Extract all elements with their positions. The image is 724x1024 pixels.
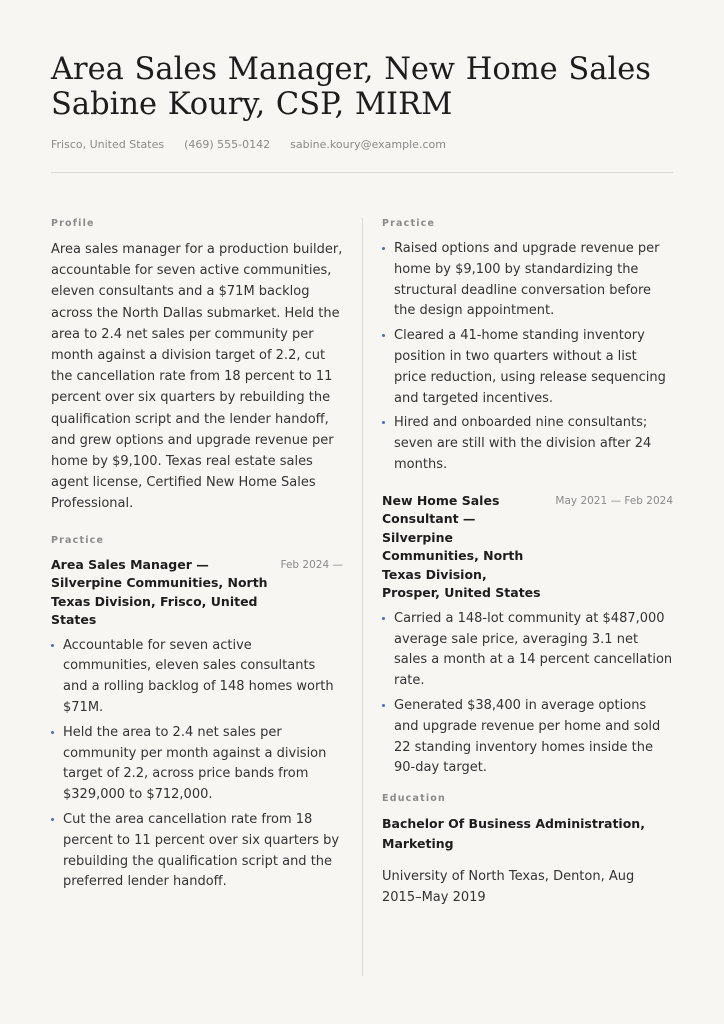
bullet-dot-icon [382,704,385,707]
profile-section [51,218,343,515]
job-title: New Home Sales Consultant — Silverpine Communities, North Texas Division, Prosper, United States [382,492,541,601]
list-item: Hired and onboarded nine consultants; seven are still with the division after 24 months. [382,413,673,475]
bullet-dot-icon [51,644,54,647]
job-header [382,492,673,603]
contact-line [51,138,673,151]
job-bullets [51,636,343,894]
job-title: Area Sales Manager — Silverpine Communities, North Texas Division, Frisco, United States [51,556,268,628]
bullet-dot-icon [382,421,385,424]
resume-name-title: Area Sales Manager, New Home Sales Sabine Koury, CSP, MIRM [51,52,651,122]
education-section [382,793,673,908]
job-entry-new-home-sales-consultant [382,492,673,779]
list-item: Cut the area cancellation rate from 18 percent to 11 percent over six quarters by rebuilding the qualification script and the preferred lender handoff. [51,810,343,893]
profile-summary: Area sales manager for a production builder, accountable for seven active communities, eleven consultants and a $71M backlog across the North Dallas submarket. Held the area to 2.4 net sales per community per month against a division target of 2.2, cut the cancellation rate from 18 percent to 11 percent over six quarters by rebuilding the qualification script and the lender handoff, and grew options and upgrade revenue per home by $9,100. Texas real estate sales agent license, Certified New Home Sales Professional. [51,242,343,512]
education-degree: Bachelor Of Business Administration, Marketing [382,816,645,852]
list-item: Held the area to 2.4 net sales per community per month against a division target of 2.2, across price bands from $329,000 to $712,000. [51,723,343,806]
resume-header [51,52,673,151]
left-column [51,218,343,897]
bullet-dot-icon [382,334,385,337]
bullet-dot-icon [382,617,385,620]
contact-email: sabine.koury@example.com [290,138,446,151]
bullet-dot-icon [51,731,54,734]
job-date: Feb 2024 — [280,558,343,571]
bullet-dot-icon [51,818,54,821]
right-column [382,218,673,908]
practice-section-right [382,218,673,779]
bullet-dot-icon [382,247,385,250]
education-section-label: Education [382,793,446,805]
header-divider [51,172,673,173]
practice-bullets [382,239,673,476]
list-item: Raised options and upgrade revenue per home by $9,100 by standardizing the structural deadline conversation before the design appointment. [382,239,673,322]
practice-section-left [51,535,343,894]
education-school: University of North Texas, Denton, Aug 2015–May 2019 [382,869,635,906]
list-item: Cleared a 41-home standing inventory position in two quarters without a list price reduction, using release sequencing and targeted incentives. [382,326,673,409]
contact-location: Frisco, United States [51,138,165,151]
contact-phone: (469) 555-0142 [184,138,271,151]
profile-section-label: Profile [51,218,95,229]
list-item: Accountable for seven active communities, eleven sales consultants and a rolling backlog of 148 homes worth $71M. [51,636,343,719]
practice-section-label: Practice [51,534,105,546]
job-entry-area-sales-manager [51,556,343,894]
list-item: Generated $38,400 in average options and upgrade revenue per home and sold 22 standing inventory homes inside the 90-day target. [382,696,673,779]
list-item: Carried a 148-lot community at $487,000 average sale price, averaging 3.1 net sales a month at a 14 percent cancellation rate. [382,609,673,692]
job-date: May 2021 — Feb 2024 [555,494,673,507]
column-divider [362,218,363,976]
practice-section-label: Practice [382,218,436,229]
job-header [51,556,343,630]
job-bullets [382,609,673,779]
